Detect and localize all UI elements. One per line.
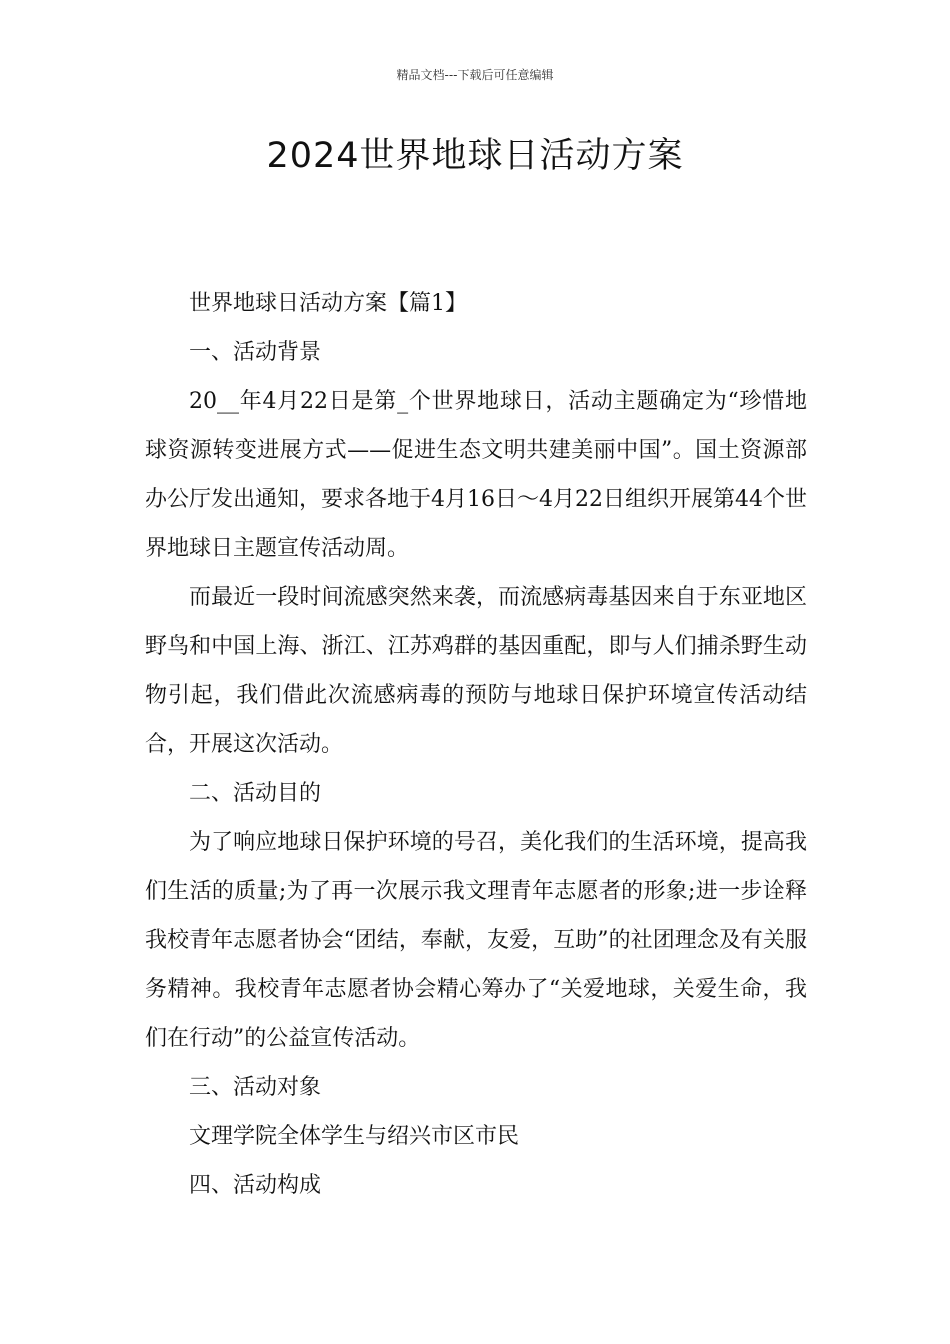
- header-note: 精品文档---下载后可任意编辑: [396, 68, 554, 82]
- section-heading-part-1: 世界地球日活动方案【篇1】: [189, 291, 467, 316]
- heading-activity-purpose: 二、活动目的: [189, 781, 322, 806]
- paragraph-background-2: 而最近一段时间流感突然来袭，而流感病毒基因来自于东亚地区野鸟和中国上海、浙江、江苏鸡群的基因重配，即与人们捕杀野生动物引起，我们借此次流感病毒的预防与地球日保护环境宣传活动结合，开展这次活动。: [145, 585, 807, 757]
- paragraph-purpose: 为了响应地球日保护环境的号召，美化我们的生活环境，提高我们生活的质量;为了再一次展示我文理青年志愿者的形象;进一步诠释我校青年志愿者协会“团结，奉献，友爱，互助”的社团理念及有关服务精神。我校青年志愿者协会精心筹办了“关爱地球，关爱生命，我们在行动”的公益宣传活动。: [145, 830, 807, 1051]
- heading-activity-composition: 四、活动构成: [189, 1173, 322, 1198]
- document-body: [145, 279, 807, 1210]
- heading-activity-target: 三、活动对象: [189, 1075, 322, 1100]
- document-title: 2024世界地球日活动方案: [266, 136, 684, 176]
- heading-activity-background: 一、活动背景: [189, 340, 322, 365]
- paragraph-background-1: 20__年4月22日是第_个世界地球日，活动主题确定为“珍惜地球资源转变进展方式——促进生态文明共建美丽中国”。国土资源部办公厅发出通知，要求各地于4月16日～4月22日组织开展第44个世界地球日主题宣传活动周。: [145, 389, 807, 561]
- paragraph-target: 文理学院全体学生与绍兴市区市民: [189, 1124, 520, 1149]
